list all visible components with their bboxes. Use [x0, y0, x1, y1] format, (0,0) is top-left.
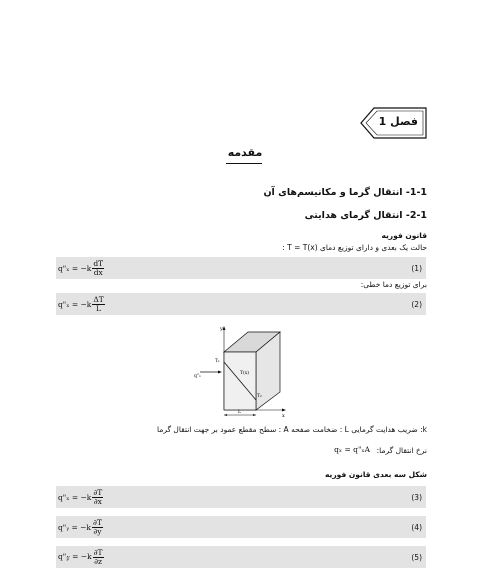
equation-number-1: (1) — [411, 263, 422, 273]
rate-equation: qₓ = q"ₓA — [334, 445, 370, 454]
rate-label: نرخ انتقال گرما: — [376, 446, 427, 455]
equation-3: q"ₓ = −k $\frac{\partial T}{\partial x}$ — [58, 488, 103, 506]
q-label: q"ₓ — [194, 374, 201, 379]
equation-number-5: (5) — [411, 552, 422, 562]
equation-number-4: (4) — [411, 522, 422, 532]
equation-5: q"𝓏 = −k $\frac{\partial T}{\partial z}$ — [58, 548, 103, 566]
title-underline — [226, 163, 262, 164]
axis-x-label: x — [282, 413, 285, 419]
equation-1: q"ₓ = −k $\frac{dT}{dx}$ — [58, 259, 104, 277]
equation-2: q"ₓ = −k $\frac{\Delta T}{L}$ — [58, 295, 104, 313]
equation-row-5 — [56, 546, 426, 568]
t2-label: T₂ — [257, 394, 262, 399]
section-heading-1-2: 2-1- انتقال گرمای هدایتی — [304, 210, 427, 221]
chapter-tag — [360, 107, 428, 139]
equation-number-2: (2) — [411, 299, 422, 309]
equation-row-2 — [56, 293, 426, 315]
equation-row-1 — [56, 257, 426, 279]
fourier-subheading: قانون فوریه — [381, 231, 427, 240]
page-title: مقدمه — [227, 146, 263, 159]
figure-legend: k: ضریب هدایت گرمایی L : ضخامت صفحه A : سطح مقطع عمود بر جهت انتقال گرما — [157, 425, 427, 434]
case-1d-text: حالت یک بعدی و دارای توزیع دمای T = T(x) : — [282, 243, 427, 252]
axis-y-label: y — [220, 326, 223, 332]
t1-label: T₁ — [215, 359, 220, 364]
tx-label: T(x) — [240, 371, 250, 376]
section-heading-1-1: 1-1- انتقال گرما و مکانیسم‌های آن — [263, 187, 427, 198]
three-d-heading: شکل سه بعدی قانون فوریه — [325, 470, 427, 479]
equation-4: q"ᵧ = −k $\frac{\partial T}{\partial y}$ — [58, 518, 102, 536]
equation-number-3: (3) — [411, 492, 422, 502]
equation-row-3 — [56, 486, 426, 508]
equation-row-4 — [56, 516, 426, 538]
slab-figure — [190, 322, 290, 420]
slab-diagram — [190, 322, 290, 420]
l-label: L — [238, 410, 241, 415]
chapter-label: فصل 1 — [378, 115, 418, 128]
linear-case-text: برای توزیع دما خطی: — [360, 280, 427, 289]
